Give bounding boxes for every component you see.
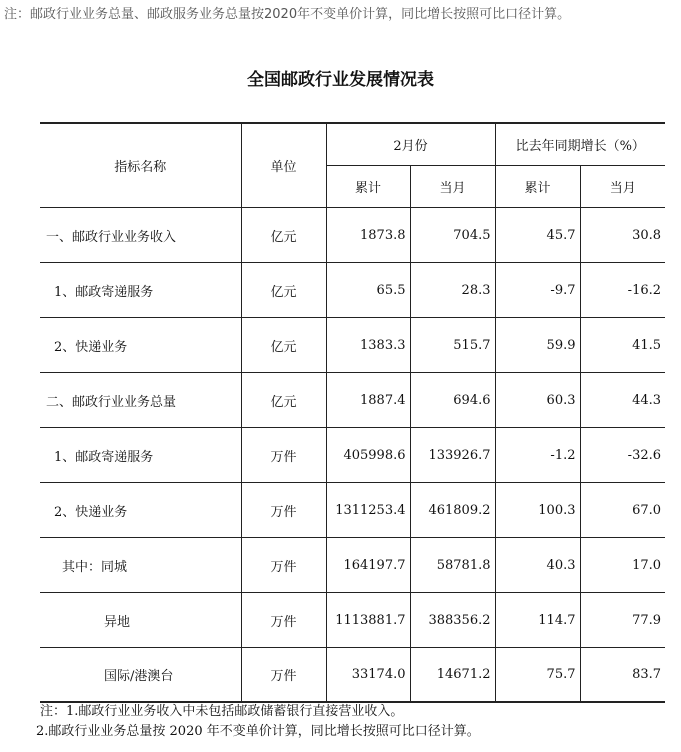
table-title: 全国邮政行业发展情况表	[247, 70, 434, 90]
row-current-month: 388356.2	[410, 593, 495, 648]
row-growth-current-month: 77.9	[580, 593, 665, 648]
row-growth-current-month: -16.2	[580, 263, 665, 318]
row-name: 一、邮政行业业务收入	[40, 208, 241, 263]
row-cumulative: 164197.7	[326, 538, 410, 593]
row-growth-current-month: 44.3	[580, 373, 665, 428]
row-current-month: 515.7	[410, 318, 495, 373]
row-unit: 万件	[241, 538, 326, 593]
header-current-month: 当月	[410, 166, 495, 208]
row-cumulative: 1873.8	[326, 208, 410, 263]
row-current-month: 133926.7	[410, 428, 495, 483]
row-name: 国际/港澳台	[40, 648, 241, 703]
row-current-month: 694.6	[410, 373, 495, 428]
header-growth-current-month: 当月	[580, 166, 665, 208]
row-growth-current-month: 30.8	[580, 208, 665, 263]
row-name: 其中：同城	[40, 538, 241, 593]
row-name: 二、邮政行业业务总量	[40, 373, 241, 428]
table-row	[40, 208, 665, 263]
row-growth-cumulative: -1.2	[495, 428, 580, 483]
row-name: 2、快递业务	[40, 483, 241, 538]
row-unit: 万件	[241, 428, 326, 483]
row-growth-cumulative: 60.3	[495, 373, 580, 428]
row-growth-cumulative: 45.7	[495, 208, 580, 263]
row-cumulative: 33174.0	[326, 648, 410, 703]
header-period: 2月份	[326, 123, 495, 166]
row-growth-current-month: 41.5	[580, 318, 665, 373]
row-current-month: 58781.8	[410, 538, 495, 593]
row-current-month: 14671.2	[410, 648, 495, 703]
row-unit: 亿元	[241, 208, 326, 263]
table-row	[40, 593, 665, 648]
header-growth-cumulative: 累计	[495, 166, 580, 208]
row-cumulative: 1311253.4	[326, 483, 410, 538]
table-row	[40, 428, 665, 483]
footnote-1: 注：1.邮政行业业务收入中未包括邮政储蓄银行直接营业收入。	[40, 704, 404, 719]
row-growth-cumulative: 75.7	[495, 648, 580, 703]
row-name: 1、邮政寄递服务	[40, 428, 241, 483]
row-current-month: 704.5	[410, 208, 495, 263]
header-growth: 比去年同期增长（%）	[495, 123, 665, 166]
row-growth-cumulative: 40.3	[495, 538, 580, 593]
row-growth-cumulative: 114.7	[495, 593, 580, 648]
row-cumulative: 1383.3	[326, 318, 410, 373]
row-growth-current-month: 17.0	[580, 538, 665, 593]
row-name: 1、邮政寄递服务	[40, 263, 241, 318]
row-growth-cumulative: 59.9	[495, 318, 580, 373]
header-unit: 单位	[241, 123, 326, 208]
row-cumulative: 405998.6	[326, 428, 410, 483]
header-cumulative: 累计	[326, 166, 410, 208]
row-current-month: 28.3	[410, 263, 495, 318]
row-unit: 亿元	[241, 318, 326, 373]
row-cumulative: 1113881.7	[326, 593, 410, 648]
row-unit: 万件	[241, 593, 326, 648]
row-growth-current-month: 67.0	[580, 483, 665, 538]
header-indicator: 指标名称	[40, 123, 241, 208]
top-note: 注：邮政行业业务总量、邮政服务业务总量按2020年不变单价计算，同比增长按照可比口径计算。	[4, 7, 571, 22]
row-growth-cumulative: -9.7	[495, 263, 580, 318]
footnote-2: 2.邮政行业业务总量按 2020 年不变单价计算，同比增长按照可比口径计算。	[36, 724, 480, 739]
footnotes	[36, 702, 680, 742]
row-unit: 亿元	[241, 263, 326, 318]
table-row	[40, 538, 665, 593]
row-growth-cumulative: 100.3	[495, 483, 580, 538]
row-cumulative: 1887.4	[326, 373, 410, 428]
table-row	[40, 263, 665, 318]
table-row	[40, 373, 665, 428]
row-growth-current-month: 83.7	[580, 648, 665, 703]
table-row	[40, 318, 665, 373]
row-name: 异地	[40, 593, 241, 648]
row-current-month: 461809.2	[410, 483, 495, 538]
row-name: 2、快递业务	[40, 318, 241, 373]
table-row	[40, 648, 665, 703]
row-cumulative: 65.5	[326, 263, 410, 318]
row-unit: 万件	[241, 648, 326, 703]
row-growth-current-month: -32.6	[580, 428, 665, 483]
table-row	[40, 483, 665, 538]
row-unit: 万件	[241, 483, 326, 538]
postal-statistics-table	[40, 122, 665, 703]
row-unit: 亿元	[241, 373, 326, 428]
